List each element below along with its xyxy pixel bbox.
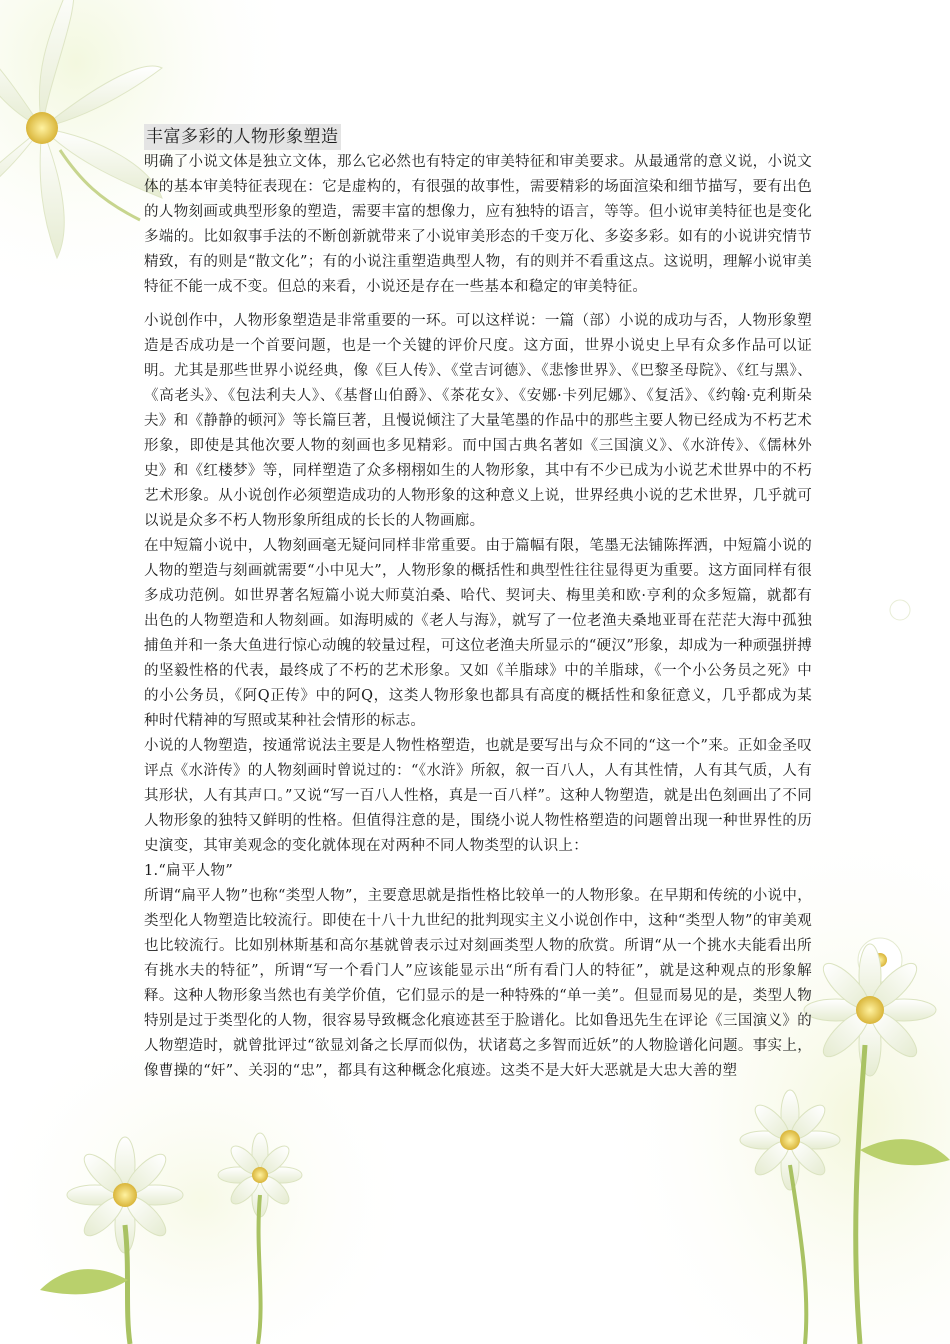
flower-small-2 <box>890 600 910 620</box>
paragraph-3: 在中短篇小说中，人物刻画毫无疑问同样非常重要。由于篇幅有限，笔墨无法铺陈挥洒，中短篇小说的人物的塑造与刻画就需要“小中见大”，人物形象的概括性和典型性往往显得更为重要。这方面同样有很多成功范例。如世界著名短篇小说大师莫泊桑、哈代、契诃夫、梅里美和欧·亨利的众多短篇，就都有出色的人物塑造和人物刻画。如海明威的《老人与海》，就写了一位老渔夫桑地亚哥在茫茫大海中孤独捕鱼并和一条大鱼进行惊心动魄的较量过程，可这位老渔夫所显示的“硬汉”形象，却成为一种顽强拼搏的坚毅性格的代表，最终成了不朽的艺术形象。又如《羊脂球》中的羊脂球，《一个小公务员之死》中的小公务员，《阿Q正传》中的阿Q，这类人物形象也都具有高度的概括性和象征意义，几乎都成为某种时代精神的写照或某种社会情形的标志。 <box>144 538 812 729</box>
paragraph-5: 所谓“扁平人物”也称“类型人物”，主要意思就是指性格比较单一的人物形象。在早期和传统的小说中，类型化人物塑造比较流行。即使在十八十九世纪的批判现实主义小说创作中，这种“类型人物”的审美观也比较流行。比如别林斯基和高尔基就曾表示过对刻画类型人物的欣赏。所谓“从一个挑水夫能看出所有挑水夫的特征”，所谓“写一个看门人”应该能显示出“所有看门人的特征”，就是这种观点的形象解释。这种人物形象当然也有美学价值，它们显示的是一种特殊的“单一美”。但显而易见的是，类型人物特别是过于类型化的人物，很容易导致概念化痕迹甚至于脸谱化。比如鲁迅先生在评论《三国演义》的人物塑造时，就曾批评过“欲显刘备之长厚而似伪，状诸葛之多智而近妖”的人物脸谱化问题。事实上，像曹操的“奸”、关羽的“忠”，都具有这种概念化痕迹。这类不是大奸大恶就是大忠大善的塑 <box>144 888 812 1079</box>
document-title: 丰富多彩的人物形象塑造 <box>144 124 341 150</box>
paragraph-1: 明确了小说文体是独立文体，那么它必然也有特定的审美特征和审美要求。从最通常的意义说，小说文体的基本审美特征表现在：它是虚构的，有很强的故事性，需要精彩的场面渲染和细节描写，要有出色的人物刻画或典型形象的塑造，需要丰富的想像力，应有独特的语言，等等。但小说审美特征也是变化多端的。比如叙事手法的不断创新就带来了小说审美形态的千变万化、多姿多彩。如有的小说讲究情节精致，有的则是“散文化”；有的小说注重塑造典型人物，有的则并不看重这点。这说明，理解小说审美特征不能一成不变。但总的来看，小说还是存在一些基本和稳定的审美特征。 <box>144 154 812 295</box>
paragraph-4: 小说的人物塑造，按通常说法主要是人物性格塑造，也就是要写出与众不同的“这一个”来。正如金圣叹评点《水浒传》的人物刻画时曾说过的：“《水浒》所叙，叙一百八人，人有其性情，人有其气质，人有其形状，人有其声口。”又说“写一百八人性格，真是一百八样”。这种人物塑造，就是出色刻画出了不同人物形象的独特又鲜明的性格。但值得注意的是，围绕小说人物性格塑造的问题曾出现一种世界性的历史演变，其审美观念的变化就体现在对两种不同人物类型的认识上： <box>144 738 812 854</box>
document-body <box>144 124 812 1084</box>
section-heading-flat-character: 1.“扁平人物” <box>144 863 234 879</box>
paragraph-2: 小说创作中，人物形象塑造是非常重要的一环。可以这样说：一篇（部）小说的成功与否，人物形象塑造是否成功是一个首要问题，也是一个关键的评价尺度。这方面，世界小说史上早有众多作品可以证明。尤其是那些世界小说经典，像《巨人传》、《堂吉诃德》、《悲惨世界》、《巴黎圣母院》、《红与黑》、《高老头》、《包法利夫人》、《基督山伯爵》、《茶花女》、《安娜·卡列尼娜》、《复活》、《约翰·克利斯朵夫》和《静静的顿河》等长篇巨著，且慢说倾注了大量笔墨的作品中的那些主要人物已经成为不朽艺术形象，即使是其他次要人物的刻画也多见精彩。而中国古典名著如《三国演义》、《水浒传》、《儒林外史》和《红楼梦》等，同样塑造了众多栩栩如生的人物形象，其中有不少已成为小说艺术世界中的不朽艺术形象。从小说创作必须塑造成功的人物形象的这种意义上说，世界经典小说的艺术世界，几乎就可以说是众多不朽人物形象所组成的长长的人物画廊。 <box>144 313 812 529</box>
